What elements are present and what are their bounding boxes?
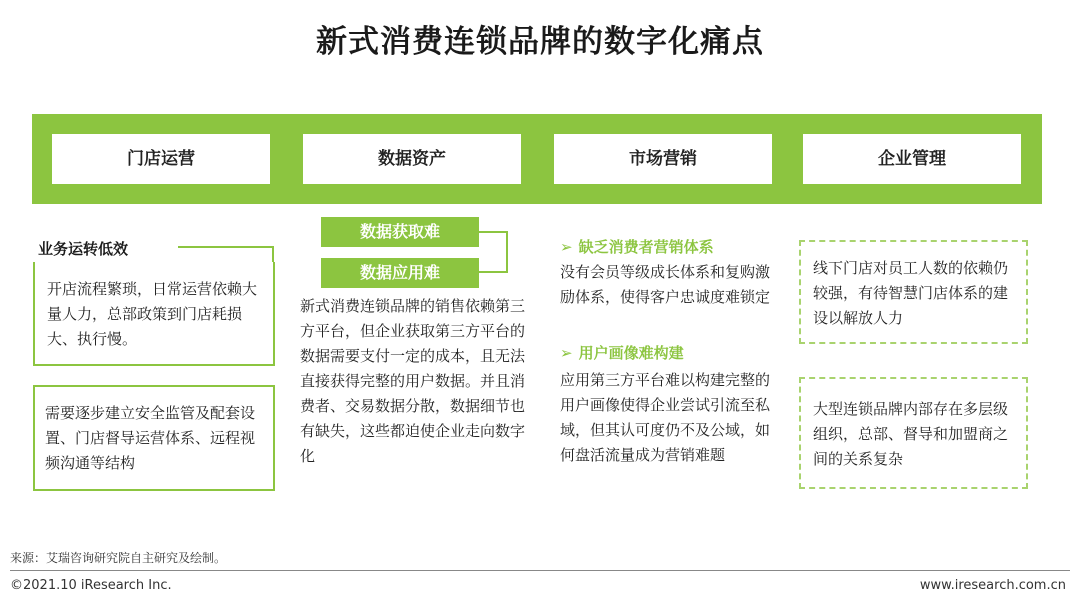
data-assets-text: 新式消费连锁品牌的销售依赖第三方平台，但企业获取第三方平台的数据需要支付一定的成本，且无法直接获得完整的用户数据。并且消费者、交易数据分散，数据细节也有缺失，这些都迫使企业走向数字化 — [300, 297, 526, 465]
management-text-2: 大型连锁品牌内部存在多层级组织，总部、督导和加盟商之间的关系复杂 — [813, 400, 1009, 468]
marketing-heading-2-text: 用户画像难构建 — [578, 344, 684, 362]
category-data-assets: 数据资产 — [303, 134, 521, 184]
source-note: 来源：艾瑞咨询研究院自主研究及绘制。 — [10, 551, 227, 565]
arrow-icon: ➢ — [560, 344, 573, 362]
management-box-2 — [799, 377, 1028, 489]
arrow-icon: ➢ — [560, 238, 573, 256]
marketing-heading-2 — [560, 342, 684, 363]
store-ops-text-1: 开店流程繁琐，日常运营依赖大量人力，总部政策到门店耗损大、执行慢。 — [47, 280, 258, 348]
category-management: 企业管理 — [803, 134, 1021, 184]
marketing-heading-1-text: 缺乏消费者营销体系 — [578, 238, 714, 256]
management-box-1 — [799, 240, 1028, 344]
store-ops-box-2 — [33, 385, 275, 491]
store-ops-label: 业务运转低效 — [38, 240, 129, 258]
marketing-text-2: 应用第三方平台难以构建完整的用户画像使得企业尝试引流至私域，但其认可度仍不及公域，如何盘活流量成为营销难题 — [560, 371, 771, 464]
marketing-text-1: 没有会员等级成长体系和复购激励体系，使得客户忠诚度难锁定 — [560, 263, 771, 306]
category-marketing: 市场营销 — [554, 134, 772, 184]
marketing-heading-1 — [560, 236, 714, 257]
pill-data-application: 数据应用难 — [321, 258, 479, 288]
website-link[interactable]: www.iresearch.com.cn — [919, 578, 1066, 593]
category-store-operations: 门店运营 — [52, 134, 270, 184]
store-ops-text-2: 需要逐步建立安全监管及配套设置、门店督导运营体系、远程视频沟通等结构 — [45, 404, 256, 472]
copyright: ©2021.10 iResearch Inc. — [10, 578, 172, 593]
page-title: 新式消费连锁品牌的数字化痛点 — [316, 24, 764, 60]
store-ops-box-1 — [33, 262, 275, 366]
pill-data-acquisition: 数据获取难 — [321, 217, 479, 247]
management-text-1: 线下门店对员工人数的依赖仍较强，有待智慧门店体系的建设以解放人力 — [813, 259, 1009, 327]
footer-divider — [10, 570, 1070, 571]
